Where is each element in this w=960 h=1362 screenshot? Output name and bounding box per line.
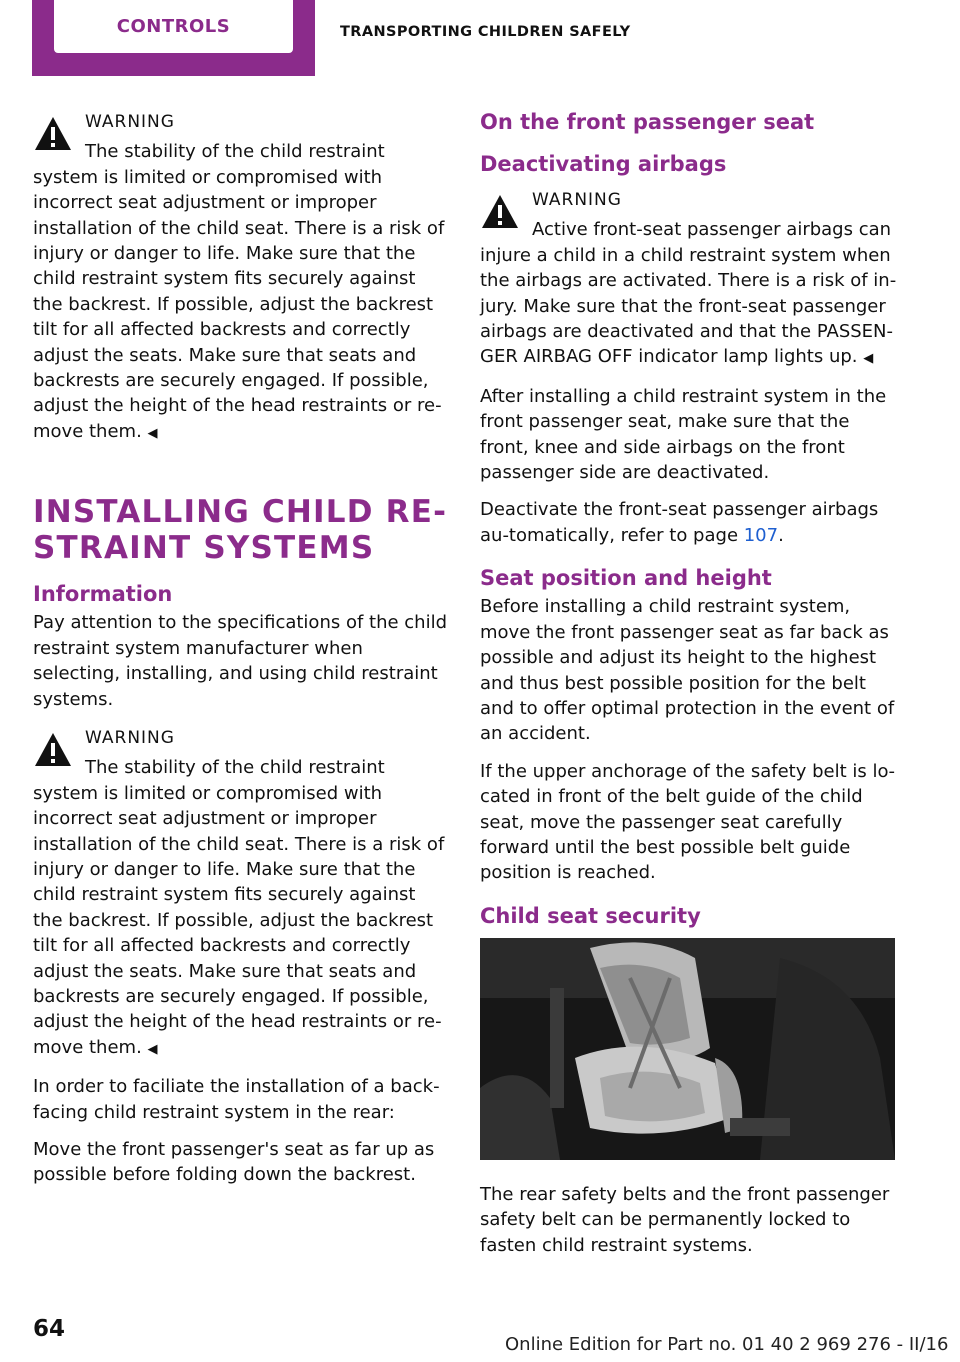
page-number: 64 xyxy=(33,1316,66,1342)
tab-controls[interactable] xyxy=(32,0,315,76)
end-mark: ◀ xyxy=(863,351,874,367)
warning-text: Active front-seat passenger airbags can injure a child in a child restraint system when the airbags are activated. There is a risk of in‐jury. Make sure that the front-seat passenger airbags are deactivated and that the PASSEN‐GER AIRBAG OFF indicator lamp lights up. xyxy=(480,219,897,368)
info-heading: Information xyxy=(33,582,173,607)
warning-triangle-icon xyxy=(480,192,520,232)
warning-triangle-icon xyxy=(33,114,73,154)
paragraph: After installing a child restraint system in the front passenger seat, make sure that the front, knee and side airbags on the front passenger side are deactivated. xyxy=(480,385,887,484)
warning-label: WARNING xyxy=(532,190,622,210)
paragraph: If the upper anchorage of the safety belt is lo‐cated in front of the belt guide of the child seat, move the passenger seat carefully forward until the best possible belt guide position is reached. xyxy=(480,760,895,884)
section-title: TRANSPORTING CHILDREN SAFELY xyxy=(340,24,631,40)
paragraph-text: Deactivate the front-seat passenger airbags au‐tomatically, refer to page xyxy=(480,499,879,546)
warning-block-1 xyxy=(33,108,449,446)
child-seat-illustration xyxy=(480,938,895,1160)
paragraph: Before installing a child restraint system, move the front passenger seat as far back as possible and adjust its height to the highest and thus best possible position for the belt and to offer optimal protection in the event of an accident. xyxy=(480,596,895,745)
subsection-heading: On the front passenger seat xyxy=(480,110,815,134)
tab-controls-label: CONTROLS xyxy=(54,0,293,53)
page-link[interactable]: 107 xyxy=(743,524,779,546)
left-column xyxy=(33,108,449,1200)
warning-triangle-icon xyxy=(33,730,73,770)
warning-text: The stability of the child restraint system is limited or compromised with incorrect seat adjustment or improper installation of the child seat. There is a risk of injury or danger to life. Make sure that the child restraint system fits securely against the backrest. If possible, adjust the backrest tilt for all affected backrests and correctly adjust the seats. Make sure that seats and backrests are securely engaged. If possible, adjust the height of the head restraints or re‐move them. xyxy=(33,141,445,442)
warning-text: The stability of the child restraint system is limited or compromised with incorrect seat adjustment or improper installation of the child seat. There is a risk of injury or danger to life. Make sure that the child restraint system fits securely against the backrest. If possible, adjust the backrest tilt for all affected backrests and correctly adjust the seats. Make sure that seats and backrests are securely engaged. If possible, adjust the height of the head restraints or re‐move them. xyxy=(33,757,445,1058)
paragraph: In order to faciliate the installation of a back‐facing child restraint system in the rear: xyxy=(33,1076,440,1123)
section-heading: INSTALLING CHILD RE‐STRAINT SYSTEMS xyxy=(33,494,448,567)
warning-label: WARNING xyxy=(85,112,175,132)
end-mark: ◀ xyxy=(147,425,158,441)
paragraph: Move the front passenger's seat as far up as possible before folding down the backrest. xyxy=(33,1139,435,1186)
paragraph-end: . xyxy=(778,524,784,546)
header-tab-bar xyxy=(0,0,960,78)
subsection-heading-deactivating-airbags: Deactivating airbags xyxy=(480,152,727,176)
right-column xyxy=(480,108,897,1270)
subsection-heading-seat-position: Seat position and height xyxy=(480,566,772,591)
end-mark: ◀ xyxy=(147,1041,158,1057)
paragraph-with-link xyxy=(480,497,897,548)
child-seat-photo xyxy=(480,938,895,1160)
edition-footer: Online Edition for Part no. 01 40 2 969 276 - II/16 xyxy=(505,1334,949,1355)
warning-block-2 xyxy=(33,724,449,1062)
warning-block-3 xyxy=(480,186,897,372)
info-text: Pay attention to the specifications of the child restraint system manufacturer when selecting, installing, and using child restraint systems. xyxy=(33,612,448,710)
warning-label: WARNING xyxy=(85,727,175,748)
subsection-heading-child-seat-security: Child seat security xyxy=(480,903,701,928)
photo-caption: The rear safety belts and the front passenger safety belt can be permanently locked to fasten child restraint systems. xyxy=(480,1183,890,1256)
